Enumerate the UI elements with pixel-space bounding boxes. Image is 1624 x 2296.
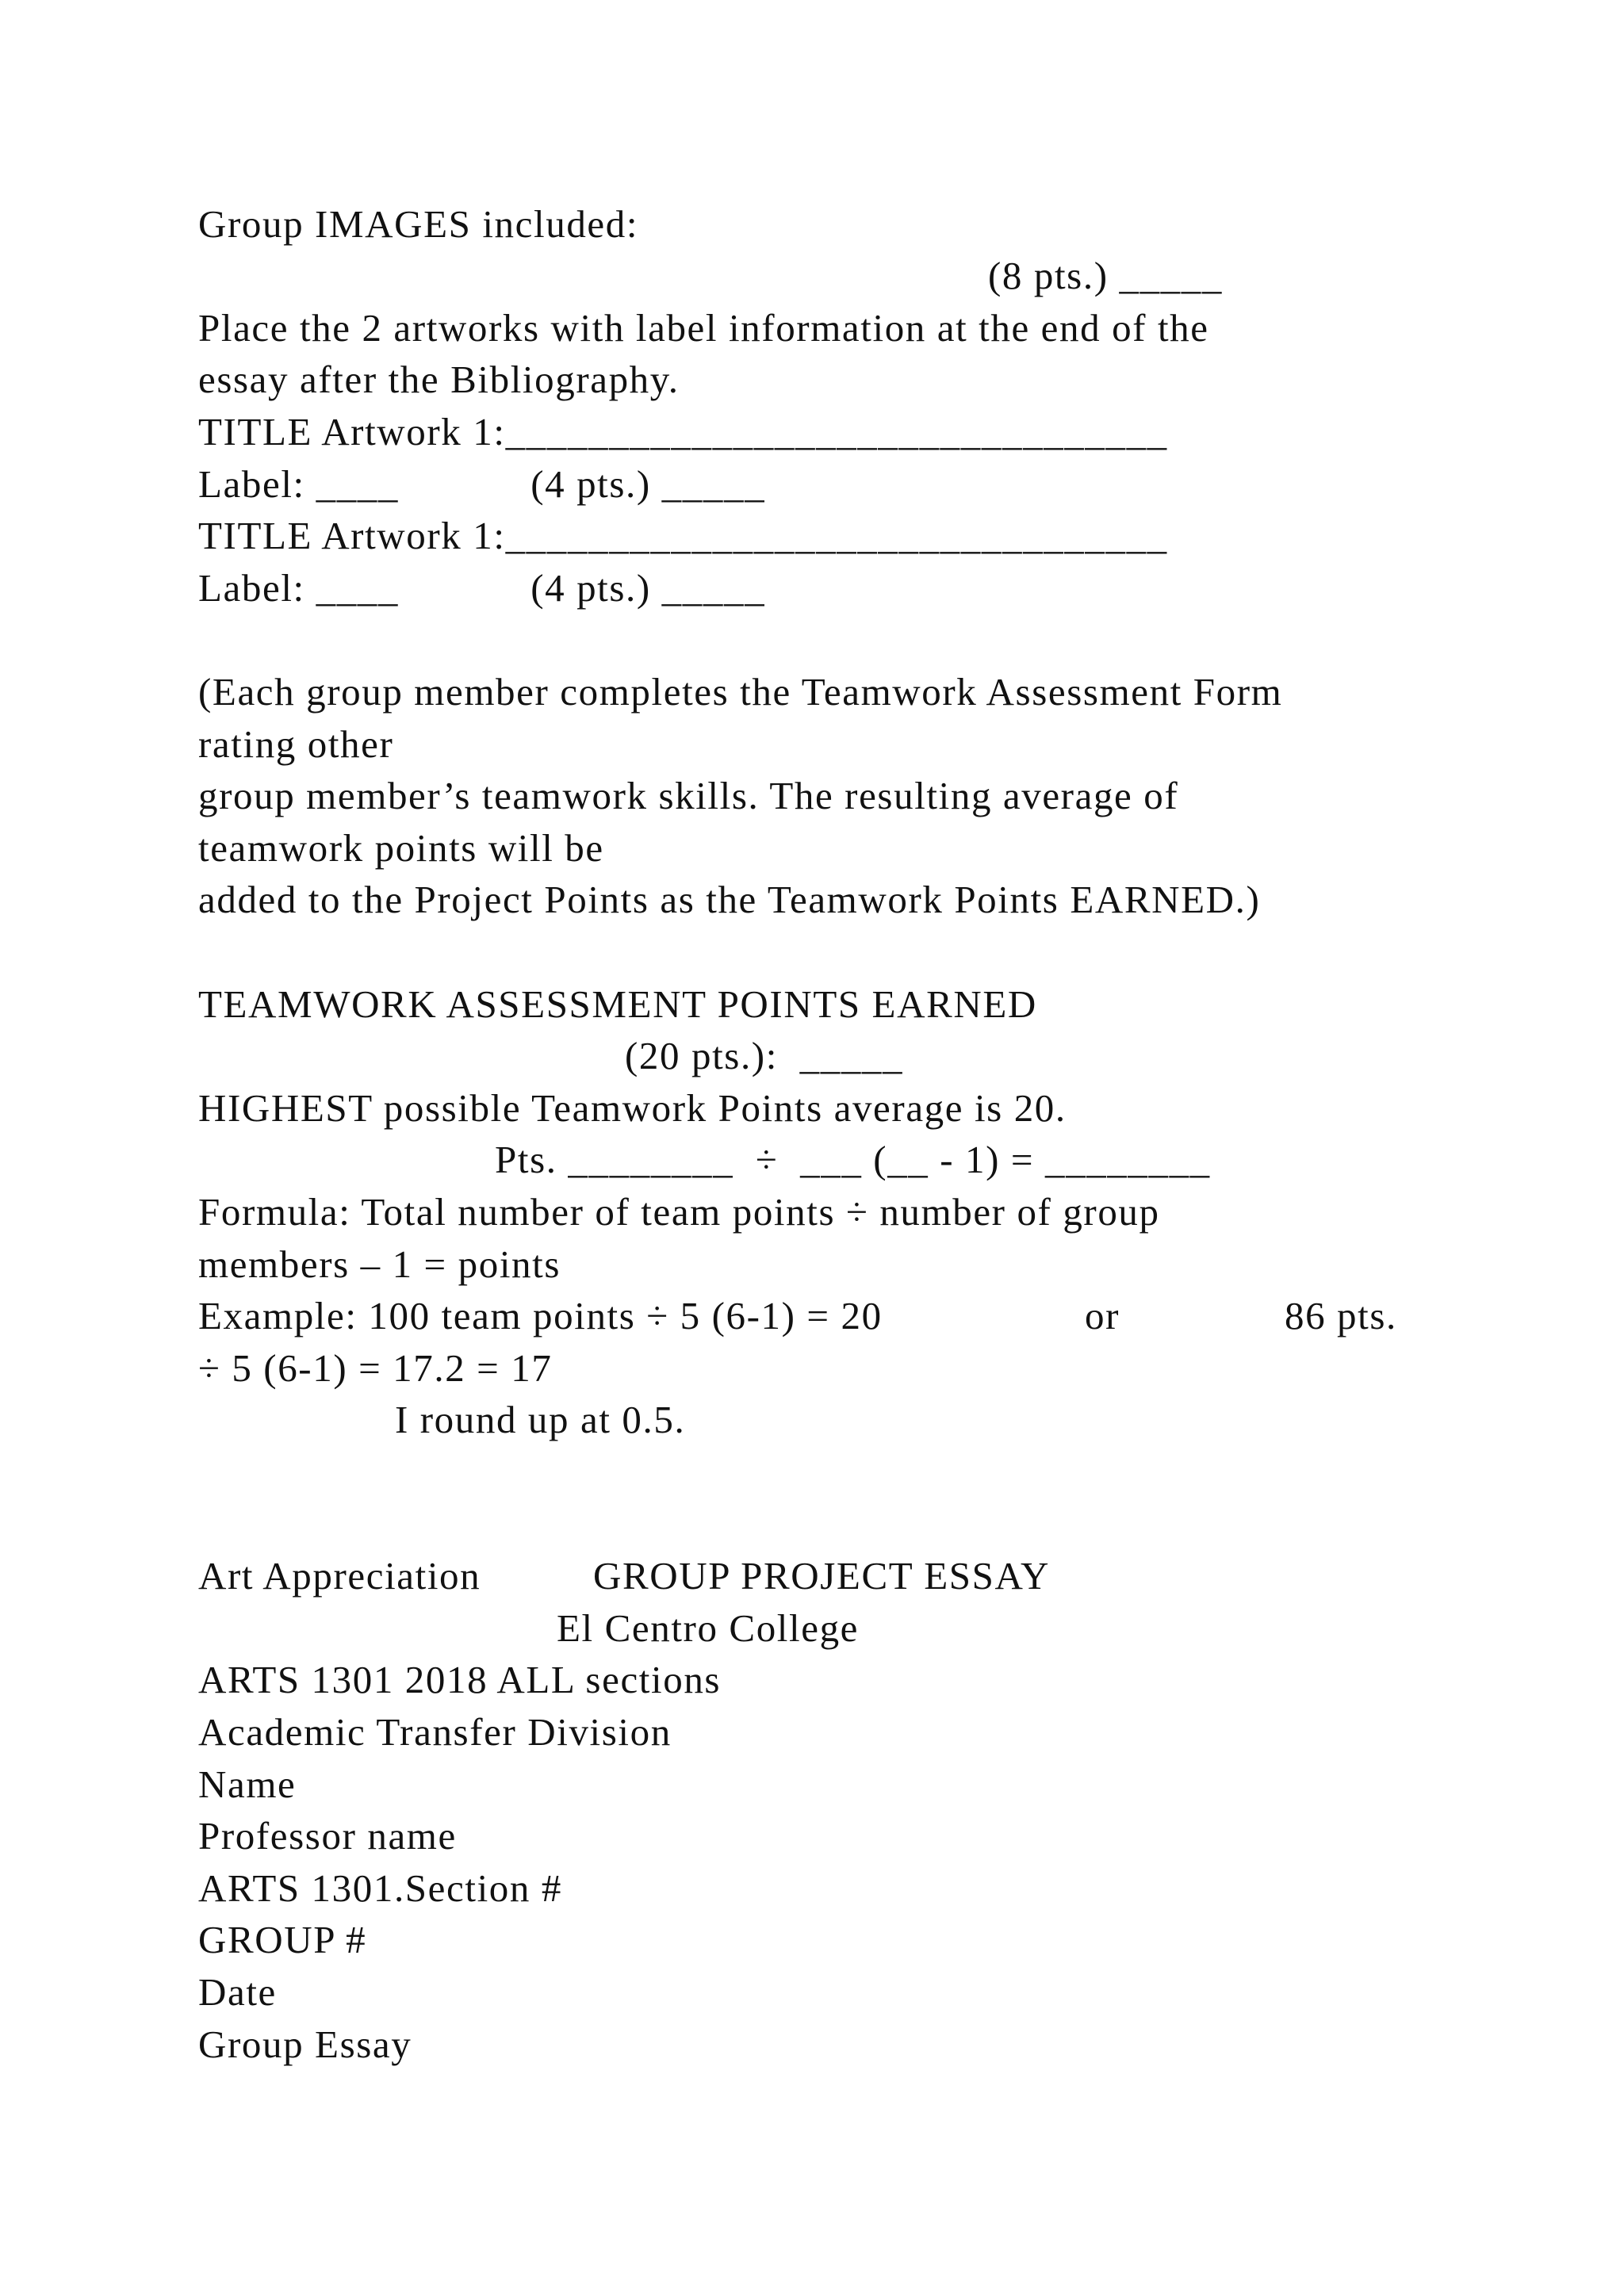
text-line: Example: 100 team points ÷ 5 (6-1) = 20 [198, 1294, 883, 1337]
text-line: added to the Project Points as the Teamwork Points EARNED.) [198, 878, 1261, 921]
text-line: TEAMWORK ASSESSMENT POINTS EARNED [198, 982, 1037, 1026]
text-line: HIGHEST possible Teamwork Points average is 20. [198, 1086, 1067, 1130]
text-line: Group Essay [198, 2022, 412, 2066]
text-line: ÷ 5 (6-1) = 17.2 = 17 [198, 1346, 553, 1390]
text-line: (Each group member completes the Teamwork Assessment Form [198, 670, 1283, 714]
text-line: Art Appreciation [198, 1554, 481, 1598]
text-line: Label: ____ (4 pts.) _____ [198, 566, 766, 610]
text-line: Place the 2 artworks with label information at the end of the [198, 306, 1209, 350]
text-line: Formula: Total number of team points ÷ number of group [198, 1190, 1160, 1234]
text-line: members – 1 = points [198, 1242, 561, 1286]
text-line: Pts. ________ ÷ ___ (__ - 1) = ________ [495, 1138, 1211, 1181]
text-line: (20 pts.): _____ [625, 1034, 904, 1077]
text-line: ARTS 1301 2018 ALL sections [198, 1658, 722, 1701]
text-line: El Centro College [557, 1606, 860, 1650]
text-line: group member’s teamwork skills. The resulting average of [198, 774, 1179, 817]
text-line: Professor name [198, 1814, 457, 1858]
text-line: Name [198, 1762, 297, 1806]
text-line: Academic Transfer Division [198, 1710, 672, 1754]
text-line: Group IMAGES included: [198, 202, 639, 246]
text-line: essay after the Bibliography. [198, 358, 680, 401]
text-line: GROUP PROJECT ESSAY [593, 1554, 1050, 1598]
text-line: TITLE Artwork 1:________________________________ [198, 514, 1168, 557]
text-line: rating other [198, 722, 394, 766]
text-line: GROUP # [198, 1918, 367, 1961]
text-line: or [1085, 1294, 1120, 1337]
text-line: (8 pts.) _____ [988, 254, 1223, 297]
text-line: I round up at 0.5. [395, 1398, 686, 1441]
text-line: Date [198, 1970, 277, 2014]
text-line: 86 pts. [1285, 1294, 1397, 1337]
text-line: ARTS 1301.Section # [198, 1866, 562, 1910]
text-line: TITLE Artwork 1:________________________________ [198, 410, 1168, 453]
text-line: teamwork points will be [198, 826, 604, 870]
text-line: Label: ____ (4 pts.) _____ [198, 462, 766, 506]
